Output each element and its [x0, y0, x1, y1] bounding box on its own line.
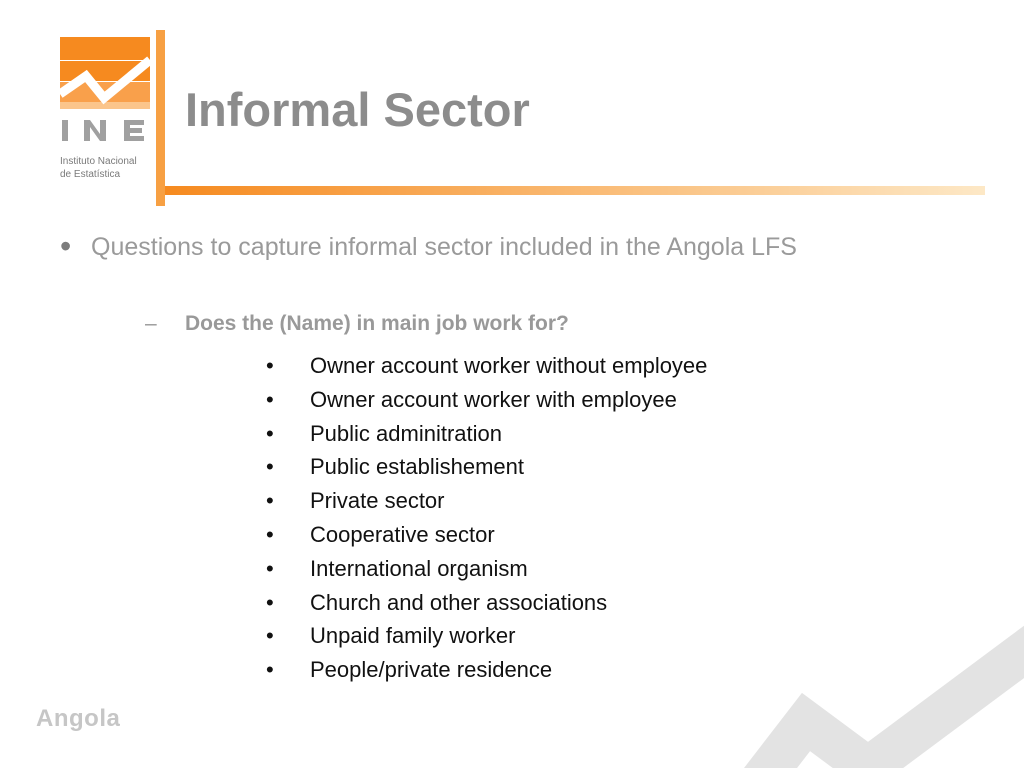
option-bullet: •: [266, 488, 274, 514]
answer-options-list: [266, 349, 707, 687]
option-text: Cooperative sector: [310, 521, 495, 547]
option-item: [266, 518, 707, 552]
option-item: [266, 619, 707, 653]
option-item: [266, 586, 707, 620]
option-bullet: •: [266, 353, 274, 378]
ine-logo: [54, 30, 156, 190]
option-item: [266, 450, 707, 484]
dash-marker: –: [145, 312, 157, 335]
accent-vertical-bar: [156, 30, 165, 206]
option-item: [266, 552, 707, 586]
option-bullet: •: [266, 623, 274, 649]
slide-title: Informal Sector: [185, 83, 530, 136]
option-item: [266, 417, 707, 451]
option-text: Owner account worker with employee: [310, 386, 677, 412]
question-text: Does the (Name) in main job work for?: [185, 312, 569, 335]
bullet-marker: •: [60, 228, 72, 264]
option-text: Owner account worker without employee: [310, 353, 708, 378]
option-text: International organism: [310, 555, 528, 581]
option-item: [266, 484, 707, 518]
option-text: Public adminitration: [310, 420, 502, 446]
main-bullet: [60, 228, 797, 265]
option-text: Public establishement: [310, 454, 525, 480]
option-item: [266, 653, 707, 687]
logo-institute-name: Instituto Nacional de Estatística: [60, 156, 137, 180]
option-text: Church and other associations: [310, 589, 608, 615]
main-bullet-text: Questions to capture informal sector included in the Angola LFS: [91, 233, 797, 261]
question-item: [145, 312, 569, 336]
option-bullet: •: [266, 386, 274, 412]
option-bullet: •: [266, 657, 274, 683]
option-bullet: •: [266, 589, 274, 615]
option-bullet: •: [266, 420, 274, 446]
option-text: People/private residence: [310, 657, 553, 683]
watermark-zigzag-line: [742, 640, 1024, 768]
accent-horizontal-bar: [165, 186, 985, 195]
footer-country-label: Angola: [36, 705, 121, 732]
ine-logo-graphic: [54, 30, 156, 155]
option-item: [266, 383, 707, 417]
option-bullet: •: [266, 555, 274, 581]
option-bullet: •: [266, 521, 274, 547]
option-bullet: •: [266, 454, 274, 480]
option-text: Private sector: [310, 488, 445, 514]
option-text: Unpaid family worker: [310, 623, 516, 649]
option-item: [266, 349, 707, 383]
